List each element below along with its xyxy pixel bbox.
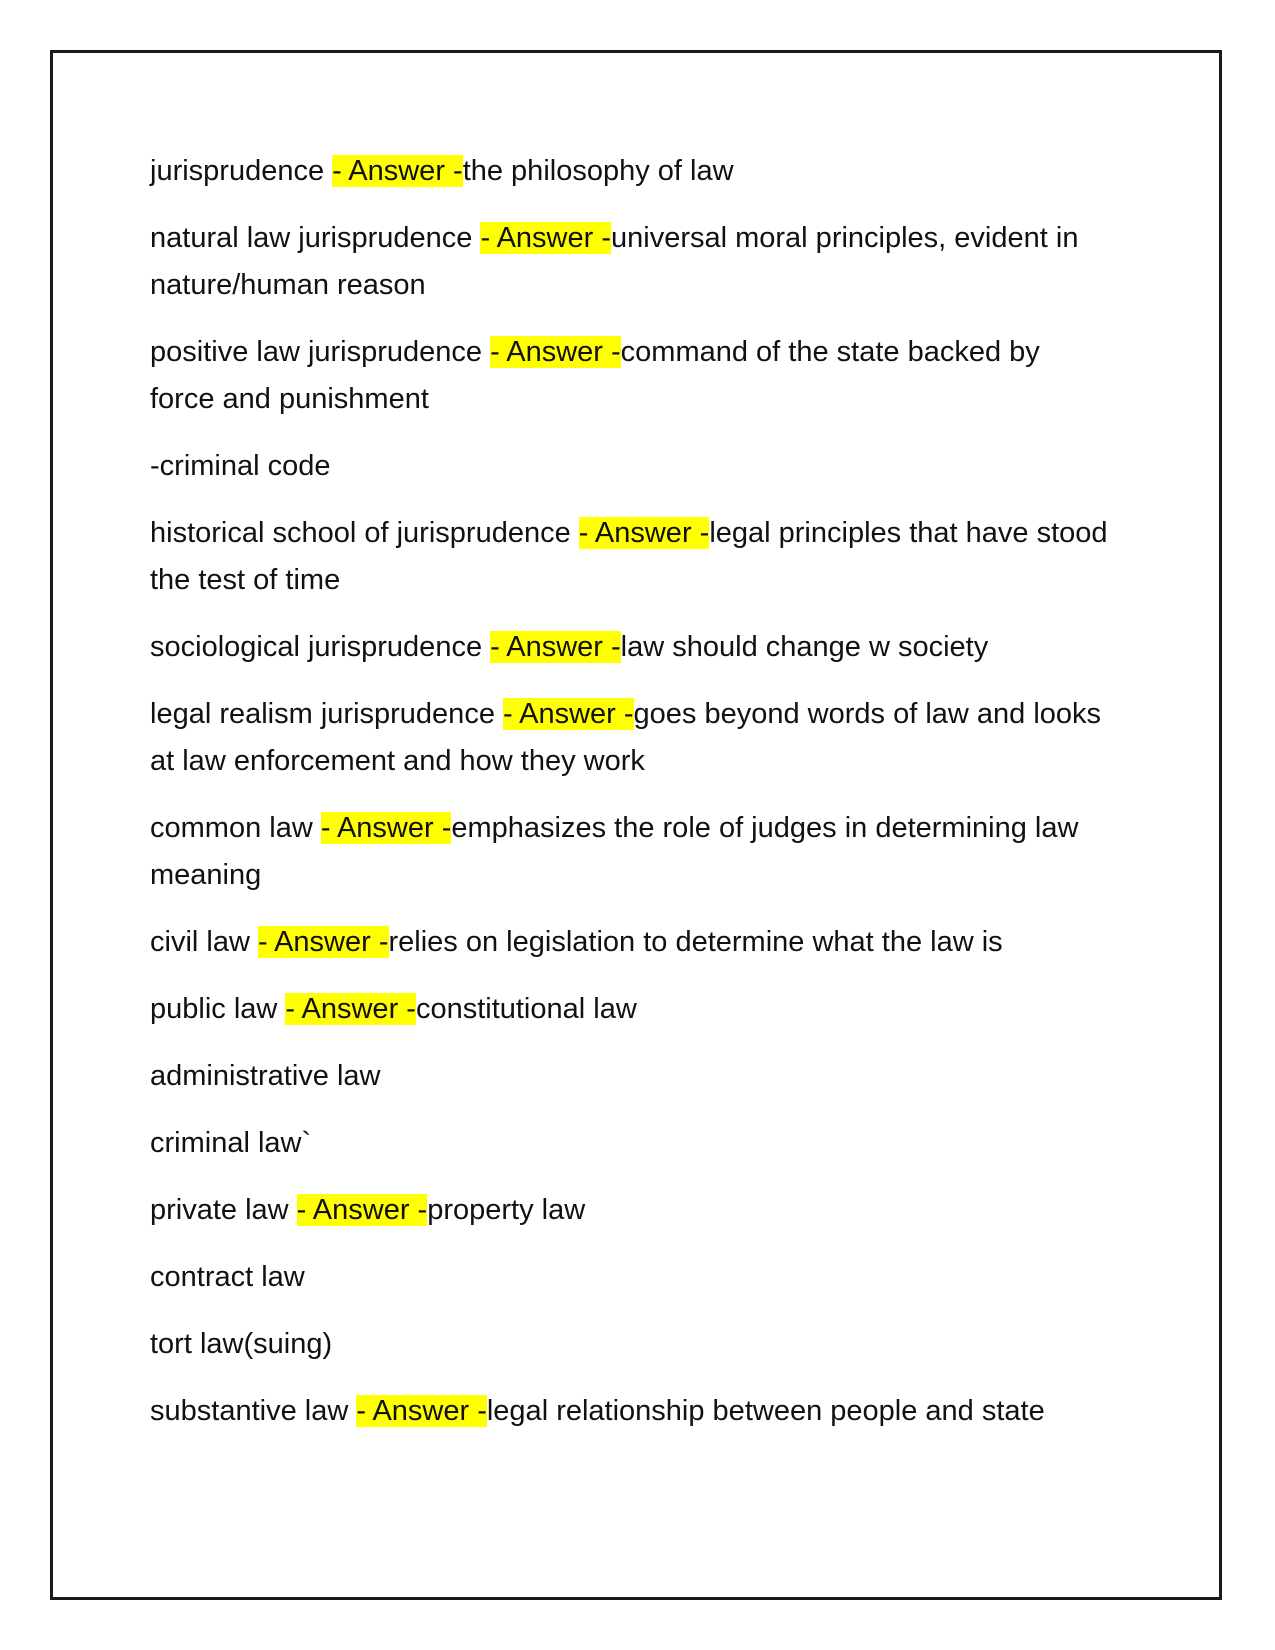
answer-highlight: - Answer -	[332, 155, 463, 187]
answer-highlight: - Answer -	[285, 993, 416, 1025]
entry-public-law	[150, 986, 1110, 1033]
entry-term: natural law jurisprudence	[150, 222, 481, 254]
entry-definition: legal relationship between people and state	[486, 1395, 1045, 1427]
answer-highlight: - Answer -	[503, 698, 634, 730]
entry-criminal-code: -criminal code	[150, 450, 331, 482]
entry-historical-school	[150, 510, 1110, 604]
entry-private-law	[150, 1187, 1110, 1234]
entry-positive-law	[150, 329, 1110, 423]
entry-definition: goes beyond words of law and looks at law enforcement and how they work	[150, 698, 1102, 777]
entry-definition: legal principles that have stood the test of time	[150, 517, 1108, 596]
entry-term: substantive law	[150, 1395, 357, 1427]
entry-jurisprudence	[150, 148, 1110, 195]
entry-definition: emphasizes the role of judges in determining law meaning	[150, 812, 1079, 891]
entry-definition: property law	[427, 1194, 586, 1226]
entry-definition: constitutional law	[415, 993, 637, 1025]
entry-criminal-law: criminal law`	[150, 1127, 312, 1159]
entry-administrative-law: administrative law	[150, 1060, 381, 1092]
answer-highlight: - Answer -	[296, 1194, 428, 1226]
entry-definition: command of the state backed by force and punishment	[150, 336, 1040, 415]
entry-term: private law	[150, 1194, 297, 1226]
entry-legal-realism	[150, 691, 1110, 785]
document-body	[150, 148, 1110, 1455]
answer-highlight: - Answer -	[320, 812, 452, 844]
answer-highlight: - Answer -	[257, 926, 389, 958]
entry-substantive-law	[150, 1388, 1110, 1435]
entry-definition: universal moral principles, evident in nature/human reason	[150, 222, 1079, 301]
answer-highlight: - Answer -	[490, 336, 621, 368]
entry-term: jurisprudence	[150, 155, 333, 187]
entry-natural-law	[150, 215, 1110, 309]
answer-highlight: - Answer -	[490, 631, 621, 663]
entry-term: legal realism jurisprudence	[150, 698, 503, 730]
entry-term: common law	[150, 812, 321, 844]
entry-definition: law should change w society	[620, 631, 989, 663]
entry-civil-law	[150, 919, 1110, 966]
entry-term: public law	[150, 993, 286, 1025]
entry-contract-law: contract law	[150, 1261, 305, 1293]
entry-term: historical school of jurisprudence	[150, 517, 579, 549]
entry-common-law	[150, 805, 1110, 899]
entry-definition: relies on legislation to determine what the law is	[388, 926, 1003, 958]
answer-highlight: - Answer -	[578, 517, 710, 549]
entry-tort-law: tort law(suing)	[150, 1328, 333, 1360]
entry-term: civil law	[150, 926, 258, 958]
answer-highlight: - Answer -	[356, 1395, 487, 1427]
entry-definition: the philosophy of law	[462, 155, 734, 187]
answer-highlight: - Answer -	[480, 222, 611, 254]
entry-term: sociological jurisprudence	[150, 631, 491, 663]
entry-term: positive law jurisprudence	[150, 336, 491, 368]
entry-sociological	[150, 624, 1110, 671]
